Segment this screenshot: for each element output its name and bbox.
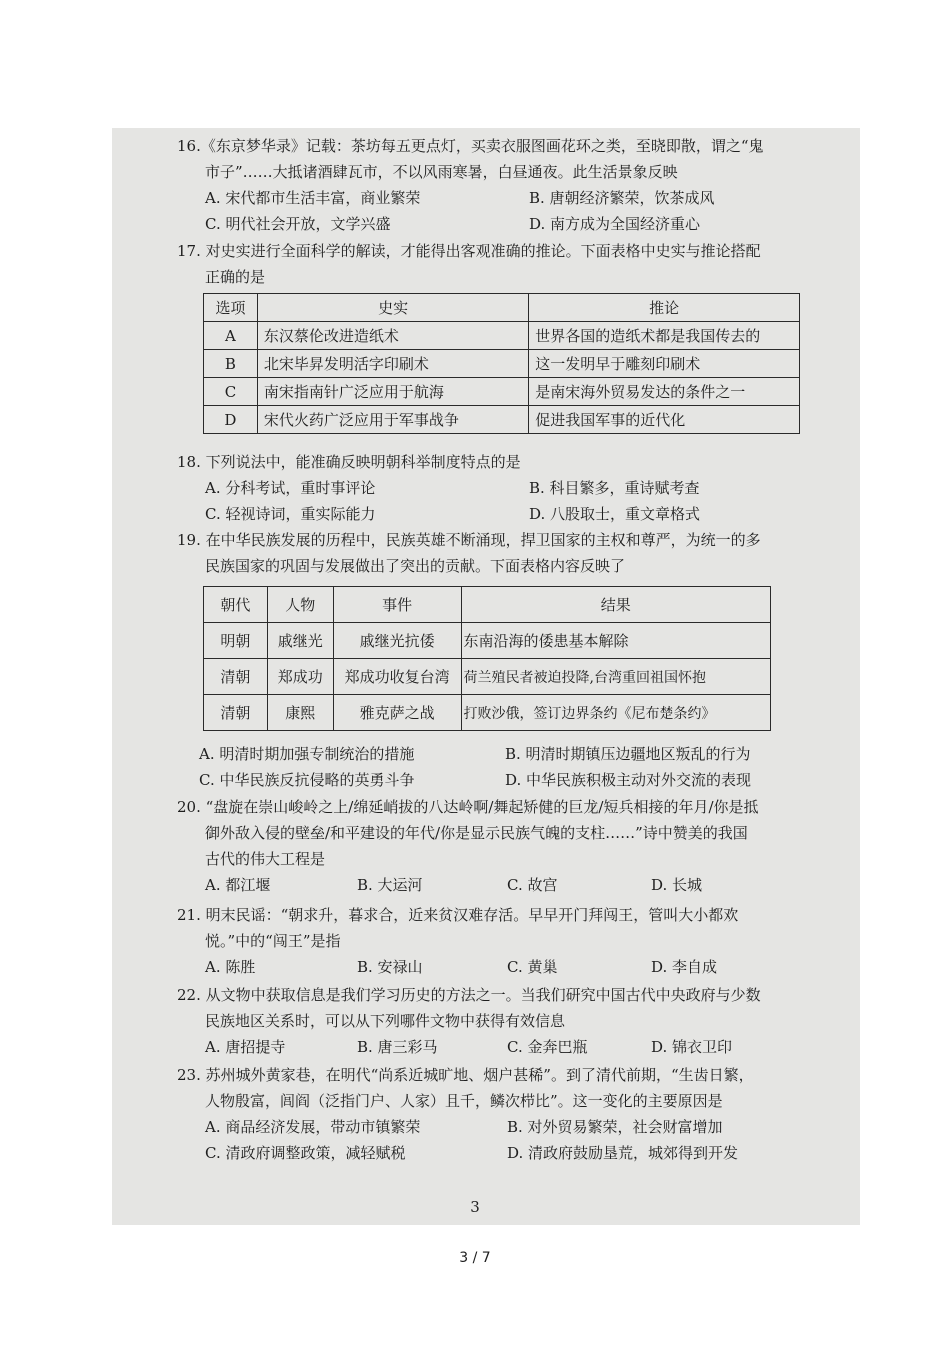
q22-stem-line1: 22. 从文物中获取信息是我们学习历史的方法之一。当我们研究中国古代中央政府与少数 — [177, 986, 761, 1004]
q16-stem-line2: 市子”……大抵诸酒肆瓦市，不以风雨寒暑，白昼通夜。此生活景象反映 — [205, 163, 678, 181]
table-cell: 明朝 — [204, 623, 268, 659]
question-19-options — [177, 741, 817, 793]
q23-option-a: A. 商品经济发展，带动市镇繁荣 — [205, 1118, 421, 1136]
q18-stem: 18. 下列说法中，能准确反映明朝科举制度特点的是 — [177, 453, 521, 471]
question-16 — [177, 133, 817, 237]
q16-stem-line1: 16.《东京梦华录》记载：茶坊每五更点灯，买卖衣服图画花环之类，至晓即散，谓之“鬼 — [177, 137, 764, 155]
q17-table-header — [204, 294, 800, 322]
q20-options — [177, 872, 817, 898]
q19-options-row1 — [177, 741, 817, 767]
q17-stem-line1: 17. 对史实进行全面科学的解读，才能得出客观准确的推论。下面表格中史实与推论搭配 — [177, 242, 761, 260]
table-cell: 康熙 — [267, 695, 333, 731]
q19-header-event: 事件 — [333, 587, 461, 623]
q19-header-dynasty: 朝代 — [204, 587, 268, 623]
table-cell: 戚继光 — [267, 623, 333, 659]
q23-options-row2 — [177, 1140, 817, 1166]
q20-option-a: A. 都江堰 — [205, 876, 271, 894]
table-cell: 郑成功 — [267, 659, 333, 695]
q22-option-b: B. 唐三彩马 — [357, 1038, 438, 1056]
q19-option-c: C. 中华民族反抗侵略的英勇斗争 — [199, 771, 415, 789]
table-cell: 戚继光抗倭 — [333, 623, 461, 659]
q23-option-c: C. 清政府调整政策，减轻赋税 — [205, 1144, 406, 1162]
q16-option-b: B. 唐朝经济繁荣，饮茶成风 — [529, 189, 715, 207]
q19-header-person: 人物 — [267, 587, 333, 623]
q16-options-row1 — [177, 185, 817, 211]
q23-option-b: B. 对外贸易繁荣，社会财富增加 — [507, 1118, 723, 1136]
q20-stem-line3: 古代的伟大工程是 — [205, 850, 326, 868]
q19-table-header — [204, 587, 771, 623]
question-18 — [177, 449, 817, 527]
pdf-page-indicator: 3 / 7 — [459, 1250, 491, 1266]
q22-option-a: A. 唐招提寺 — [205, 1038, 286, 1056]
question-19 — [177, 527, 817, 579]
sheet-page-number: 3 — [470, 1198, 480, 1216]
table-cell: A — [204, 322, 258, 350]
table-cell: 雅克萨之战 — [333, 695, 461, 731]
question-21 — [177, 902, 817, 980]
q22-option-c: C. 金奔巴瓶 — [507, 1038, 588, 1056]
q23-options-row1 — [177, 1114, 817, 1140]
q23-stem-line2: 人物殷富，闾阎（泛指门户、人家）且千，鳞次栉比”。这一变化的主要原因是 — [205, 1092, 723, 1110]
q20-stem-line2: 御外敌入侵的壁垒/和平建设的年代/你是显示民族气魄的支柱……”诗中赞美的我国 — [205, 824, 748, 842]
table-row — [204, 322, 800, 350]
q17-header-fact: 史实 — [257, 294, 528, 322]
q18-option-c: C. 轻视诗词，重实际能力 — [205, 505, 376, 523]
table-cell: 荷兰殖民者被迫投降,台湾重回祖国怀抱 — [461, 659, 770, 695]
q19-option-a: A. 明清时期加强专制统治的措施 — [199, 745, 415, 763]
question-20 — [177, 794, 817, 898]
table-cell: 打败沙俄，签订边界条约《尼布楚条约》 — [461, 695, 770, 731]
q22-stem-line2: 民族地区关系时，可以从下列哪件文物中获得有效信息 — [205, 1012, 566, 1030]
q16-options-row2 — [177, 211, 817, 237]
table-cell: 是南宋海外贸易发达的条件之一 — [529, 378, 800, 406]
question-17 — [177, 238, 817, 290]
q21-stem-line2: 悦。”中的“闯王”是指 — [205, 932, 341, 950]
table-row — [204, 350, 800, 378]
table-row — [204, 406, 800, 434]
table-cell: D — [204, 406, 258, 434]
q20-option-d: D. 长城 — [651, 876, 703, 894]
q16-option-a: A. 宋代都市生活丰富，商业繁荣 — [205, 189, 421, 207]
table-cell: 促进我国军事的近代化 — [529, 406, 800, 434]
q18-options-row2 — [177, 501, 817, 527]
table-row — [204, 623, 771, 659]
q17-stem-line2: 正确的是 — [205, 268, 266, 286]
table-row — [204, 378, 800, 406]
q16-option-d: D. 南方成为全国经济重心 — [529, 215, 701, 233]
table-cell: 南宋指南针广泛应用于航海 — [257, 378, 528, 406]
q23-option-d: D. 清政府鼓励垦荒，城郊得到开发 — [507, 1144, 739, 1162]
q18-option-b: B. 科目繁多，重诗赋考查 — [529, 479, 700, 497]
table-cell: 这一发明早于雕刻印刷术 — [529, 350, 800, 378]
q20-stem-line1: 20. “盘旋在崇山峻岭之上/绵延峭拔的八达岭啊/舞起矫健的巨龙/短兵相接的年月/你是抵 — [177, 798, 759, 816]
q21-stem-line1: 21. 明末民谣：“朝求升，暮求合，近来贫汉难存活。早早开门拜闯王，管叫大小都欢 — [177, 906, 739, 924]
question-22 — [177, 982, 817, 1060]
table-cell: 世界各国的造纸术都是我国传去的 — [529, 322, 800, 350]
q19-table — [203, 586, 771, 731]
table-cell: C — [204, 378, 258, 406]
question-23 — [177, 1062, 817, 1166]
q21-option-d: D. 李自成 — [651, 958, 718, 976]
q19-option-d: D. 中华民族积极主动对外交流的表现 — [505, 771, 752, 789]
q20-option-c: C. 故宫 — [507, 876, 558, 894]
table-cell: 清朝 — [204, 695, 268, 731]
q20-option-b: B. 大运河 — [357, 876, 423, 894]
q23-stem-line1: 23. 苏州城外黄家巷，在明代“尚系近城旷地、烟户甚稀”。到了清代前期，“生齿日繁， — [177, 1066, 754, 1084]
q19-header-result: 结果 — [461, 587, 770, 623]
q21-options — [177, 954, 817, 980]
q22-options — [177, 1034, 817, 1060]
q16-option-c: C. 明代社会开放，文学兴盛 — [205, 215, 391, 233]
table-cell: 清朝 — [204, 659, 268, 695]
q17-header-inference: 推论 — [529, 294, 800, 322]
q21-option-b: B. 安禄山 — [357, 958, 423, 976]
table-cell: 北宋毕昇发明活字印刷术 — [257, 350, 528, 378]
table-cell: 东南沿海的倭患基本解除 — [461, 623, 770, 659]
table-cell: 宋代火药广泛应用于军事战争 — [257, 406, 528, 434]
table-cell: 郑成功收复台湾 — [333, 659, 461, 695]
q18-option-a: A. 分科考试，重时事评论 — [205, 479, 376, 497]
q18-option-d: D. 八股取士，重文章格式 — [529, 505, 701, 523]
q21-option-c: C. 黄巢 — [507, 958, 558, 976]
table-cell: 东汉蔡伦改进造纸术 — [257, 322, 528, 350]
table-row — [204, 695, 771, 731]
q17-header-option: 选项 — [204, 294, 258, 322]
q17-table — [203, 293, 800, 434]
q19-options-row2 — [177, 767, 817, 793]
table-cell: B — [204, 350, 258, 378]
q19-option-b: B. 明清时期镇压边疆地区叛乱的行为 — [505, 745, 751, 763]
q19-stem-line2: 民族国家的巩固与发展做出了突出的贡献。下面表格内容反映了 — [205, 557, 626, 575]
q22-option-d: D. 锦衣卫印 — [651, 1038, 733, 1056]
table-row — [204, 659, 771, 695]
q18-options-row1 — [177, 475, 817, 501]
q21-option-a: A. 陈胜 — [205, 958, 256, 976]
q19-stem-line1: 19. 在中华民族发展的历程中，民族英雄不断涌现，捍卫国家的主权和尊严，为统一的多 — [177, 531, 761, 549]
